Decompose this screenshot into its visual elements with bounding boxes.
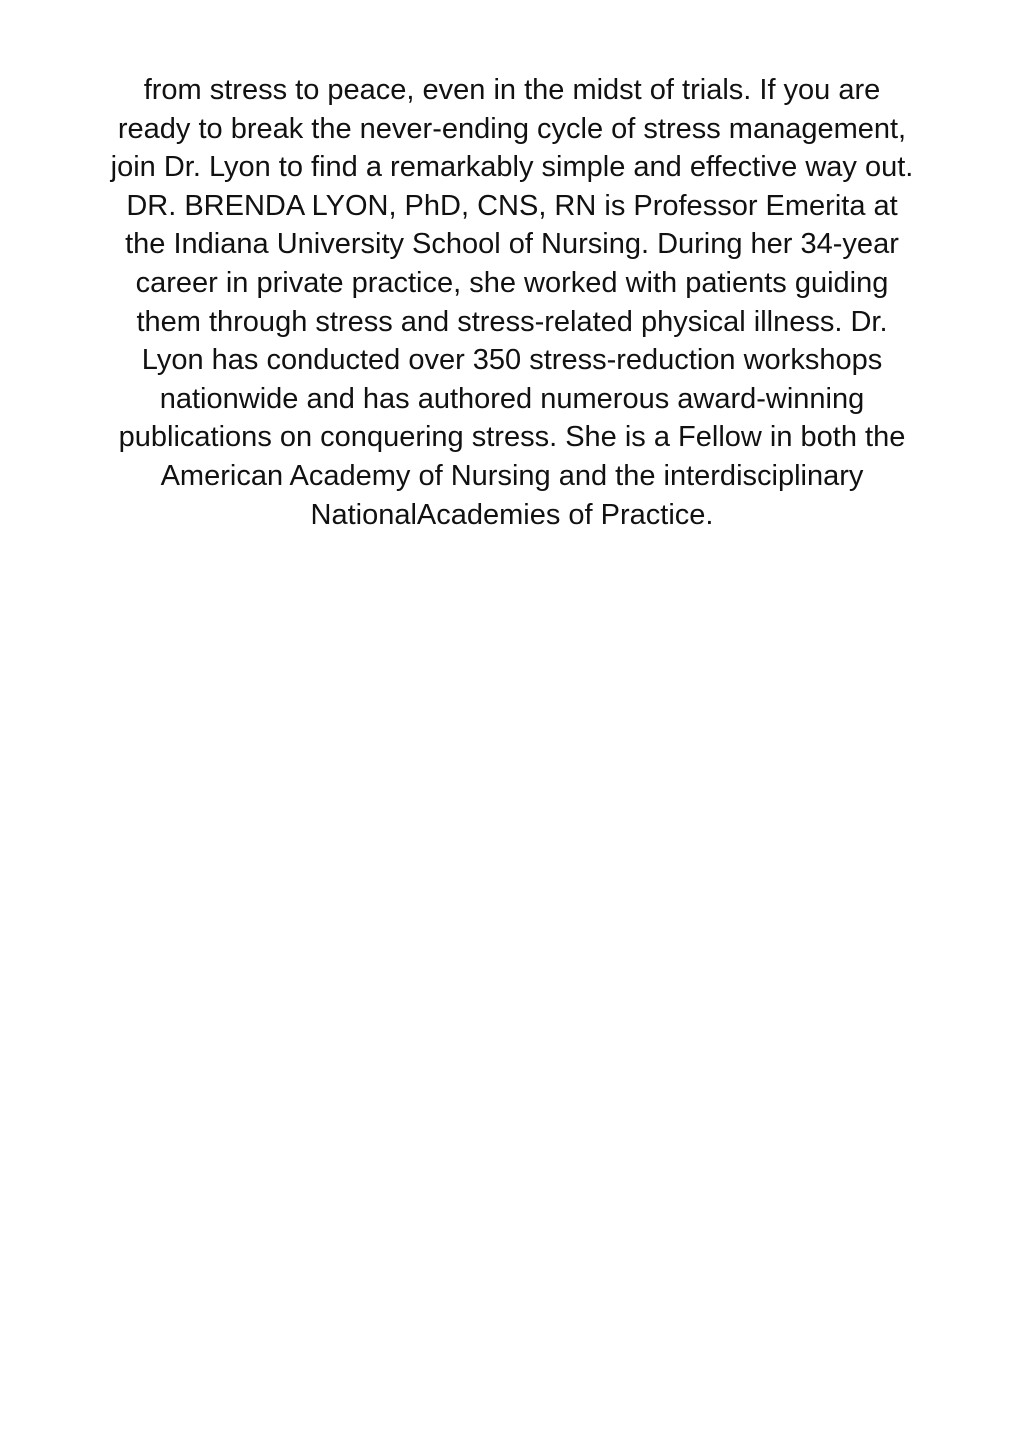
text-line: join Dr. Lyon to find a remarkably simple and effective way out.: [110, 151, 914, 184]
text-line: publications on conquering stress. She is a Fellow in both the: [118, 421, 906, 454]
text-line: ready to break the never-ending cycle of stress management,: [117, 112, 907, 145]
text-line: DR. BRENDA LYON, PhD, CNS, RN is Professor Emerita at: [126, 189, 898, 222]
text-line: Lyon has conducted over 350 stress-reduction workshops: [141, 344, 883, 377]
body-text: [40, 71, 984, 534]
text-line: from stress to peace, even in the midst of trials. If you are: [143, 74, 881, 106]
text-line: career in private practice, she worked with patients guiding: [135, 266, 889, 299]
text-line: American Academy of Nursing and the interdisciplinary: [160, 459, 864, 492]
text-line: nationwide and has authored numerous award-winning: [159, 382, 865, 415]
text-line: them through stress and stress-related physical illness. Dr.: [136, 305, 888, 338]
text-line: the Indiana University School of Nursing. During her 34-year: [125, 228, 899, 261]
text-line: NationalAcademies of Practice.: [310, 498, 714, 531]
